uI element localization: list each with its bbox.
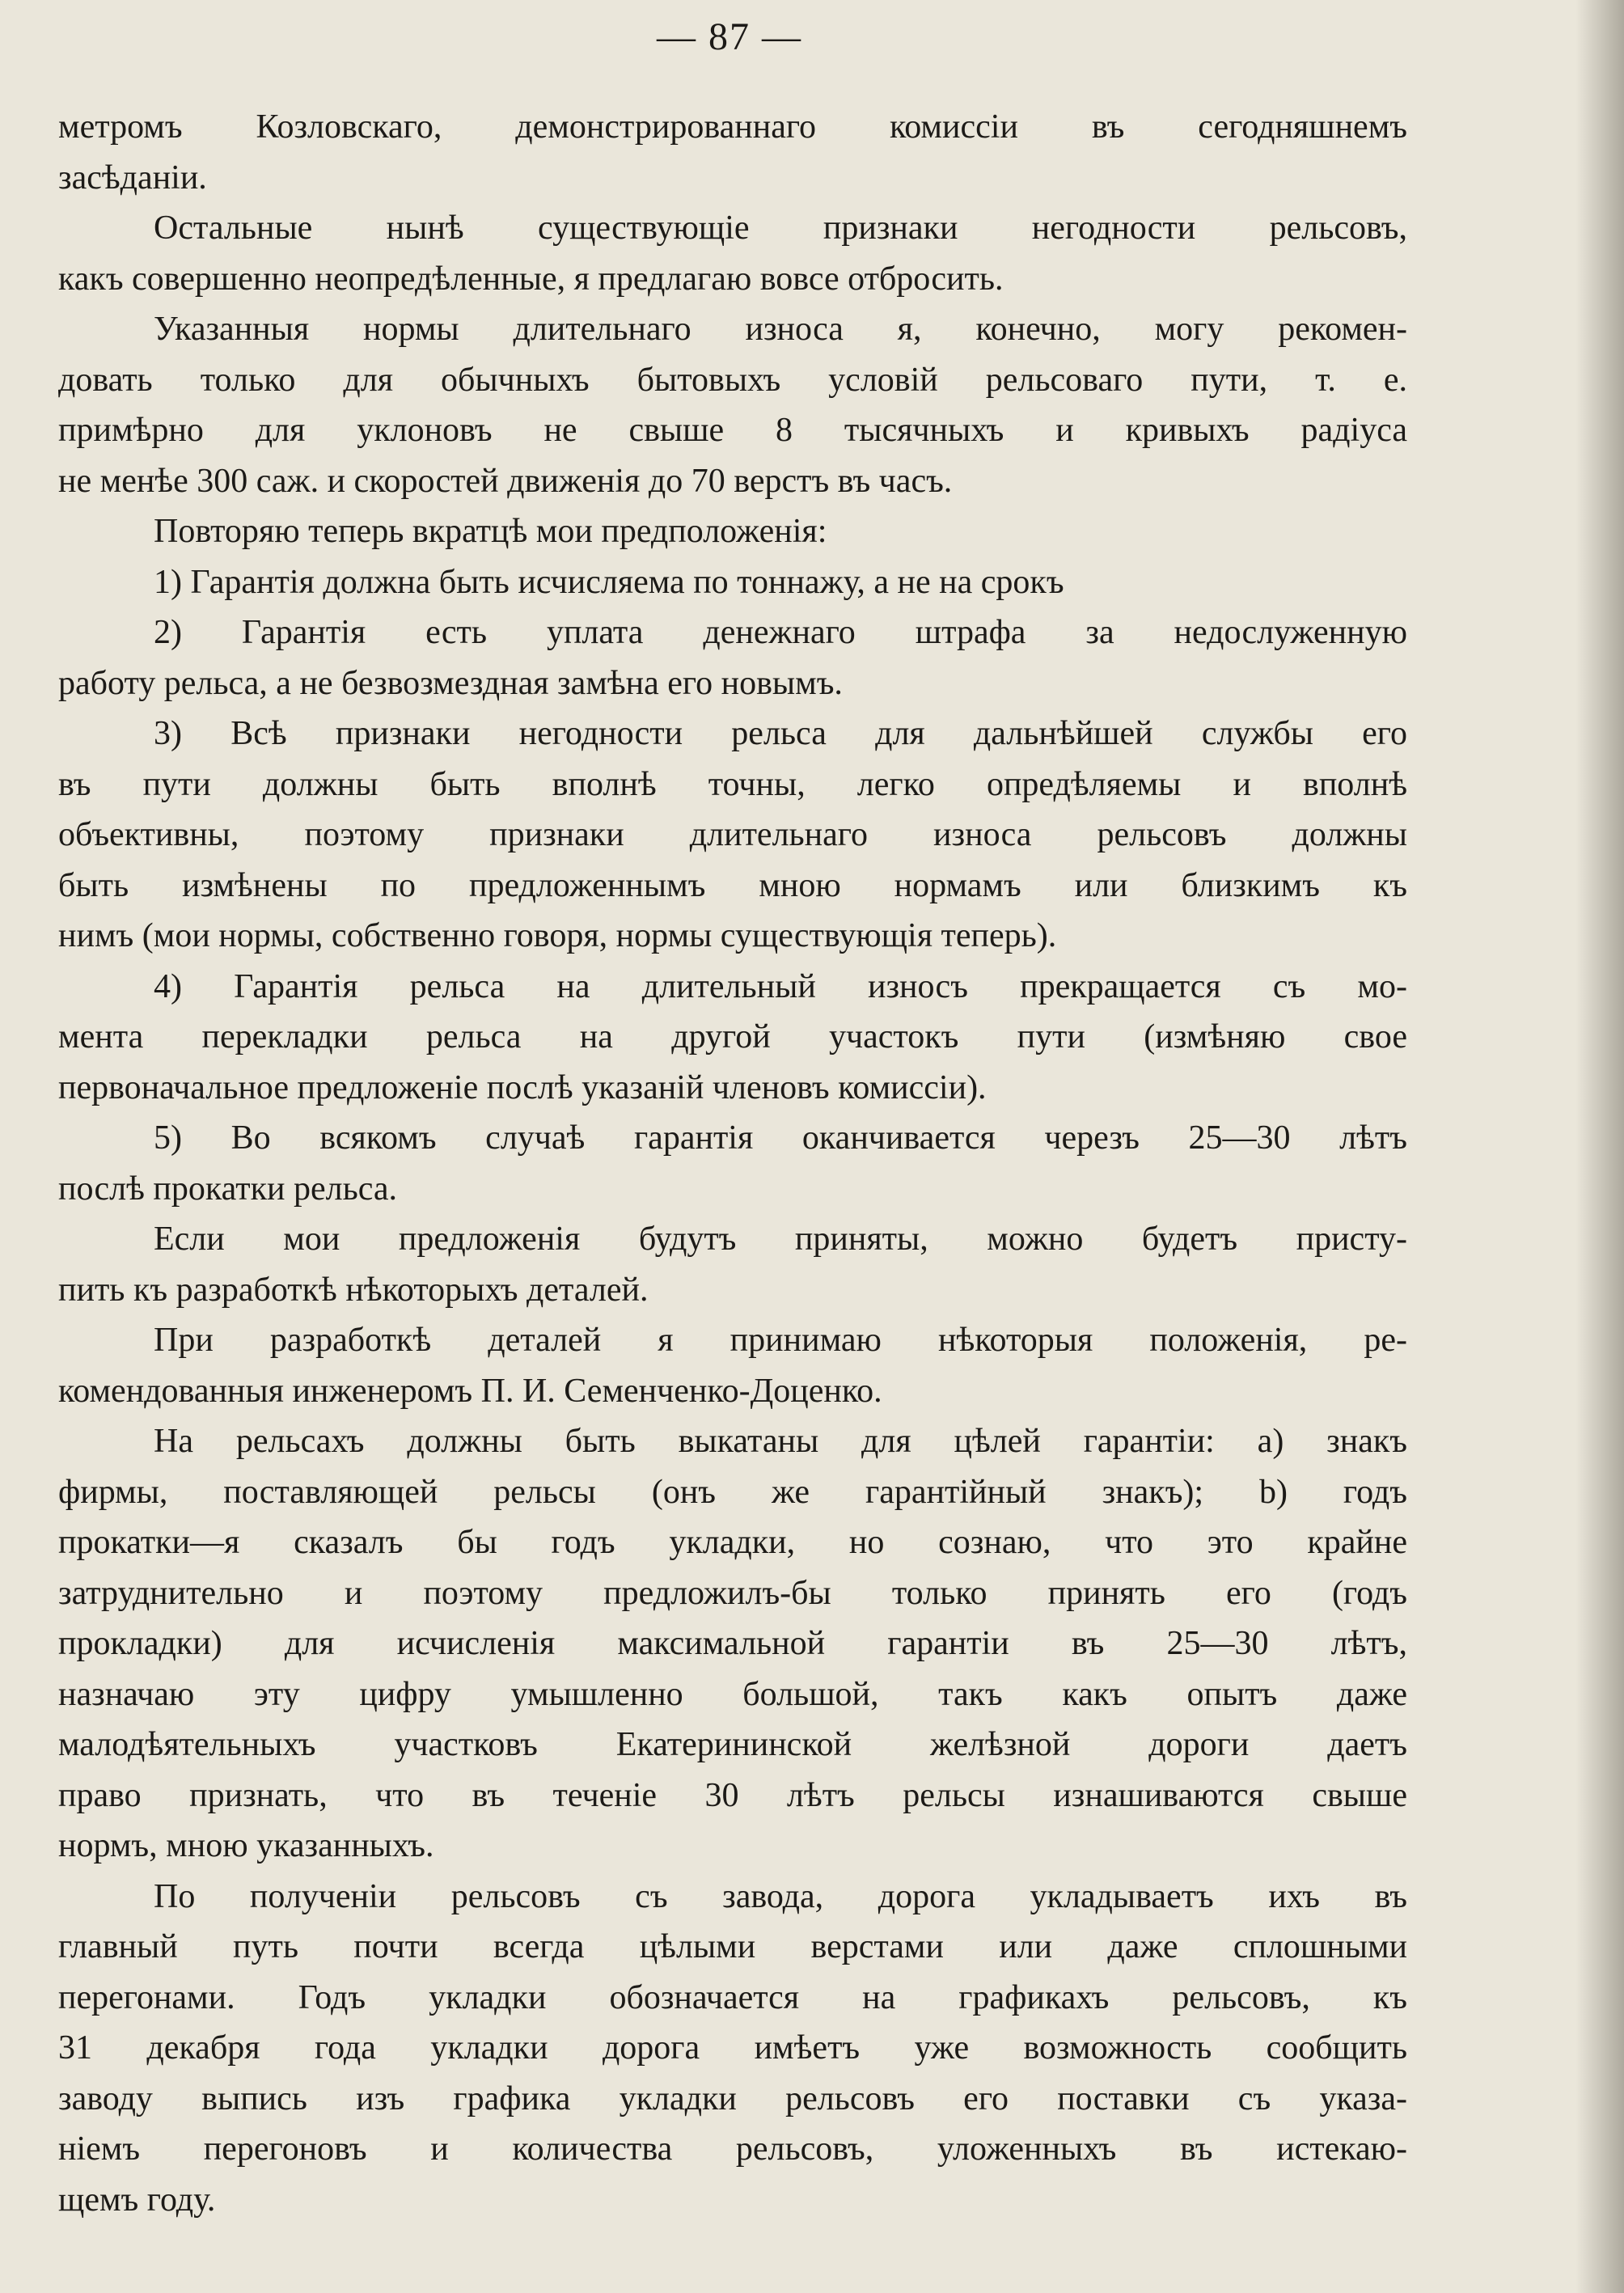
paragraph [58,709,1407,962]
text-line: малодѣятельныхъ участковъ Екатерининской желѣзной дороги даетъ [58,1726,1407,1763]
text-line: не менѣе 300 саж. и скоростей движенія до 70 верстъ въ часъ. [58,462,953,500]
text-line: Если мои предложенія будутъ приняты, можно будетъ присту- [154,1221,1407,1258]
text-line: комендованныя инженеромъ П. И. Семенченко-Доценко. [58,1372,882,1410]
text-line: право признать, что въ теченіе 30 лѣтъ рельсы изнашиваются свыше [58,1776,1407,1814]
text-line: нимъ (мои нормы, собственно говоря, нормы существующія теперь). [58,917,1057,954]
text-line: какъ совершенно неопредѣленные, я предлагаю вовсе отбросить. [58,260,1004,298]
text-line: Повторяю теперь вкратцѣ мои предположенія: [154,513,827,550]
text-line: довать только для обычныхъ бытовыхъ условій рельсоваго пути, т. е. [58,361,1407,399]
text-line: прокатки—я сказалъ бы годъ укладки, но сознаю, что это крайне [58,1524,1407,1561]
text-line: послѣ прокатки рельса. [58,1170,398,1208]
text-line: работу рельса, а не безвозмездная замѣна его новымъ. [58,664,843,702]
text-line: Указанныя нормы длительнаго износа я, конечно, могу рекомен- [154,311,1407,348]
text-line: мента перекладки рельса на другой участокъ пути (измѣняю свое [58,1018,1407,1056]
text-line: 4) Гарантія рельса на длительный износъ прекращается съ мо- [154,967,1407,1005]
text-line: Остальные нынѣ существующіе признаки негодности рельсовъ, [154,209,1407,247]
text-line: затруднительно и поэтому предложилъ-бы только принять его (годъ [58,1574,1407,1612]
text-line: фирмы, поставляющей рельсы (онъ же гарантійный знакъ); b) годъ [58,1473,1407,1511]
text-line: 5) Во всякомъ случаѣ гарантія оканчивается черезъ 25—30 лѣтъ [154,1119,1407,1157]
paragraph [58,557,1407,608]
paragraph [58,1416,1407,1872]
paragraph [58,1315,1407,1416]
text-line: нормъ, мною указанныхъ. [58,1827,434,1864]
text-line: пить къ разработкѣ нѣкоторыхъ деталей. [58,1271,649,1309]
text-line: прокладки) для исчисленія максимальной гарантіи въ 25—30 лѣтъ, [58,1625,1407,1662]
paragraph [58,506,1407,557]
paragraph [58,304,1407,506]
paragraph [58,1214,1407,1315]
text-line: При разработкѣ деталей я принимаю нѣкоторыя положенія, ре- [154,1322,1407,1359]
text-line: главный путь почти всегда цѣлыми верстами или даже сплошными [58,1928,1407,1965]
text-line: быть измѣнены по предложеннымъ мною нормамъ или близкимъ къ [58,866,1407,904]
paragraph [58,607,1407,709]
text-line: 2) Гарантія есть уплата денежнаго штрафа за недослуженную [154,614,1407,651]
paragraph [58,1872,1407,2226]
page-body [58,102,1407,2225]
text-line: щемъ году. [58,2181,216,2219]
text-line: На рельсахъ должны быть выкатаны для цѣлей гарантіи: а) знакъ [154,1423,1407,1460]
text-line: примѣрно для уклоновъ не свыше 8 тысячныхъ и кривыхъ радіуса [58,412,1407,449]
paragraph [58,1113,1407,1214]
text-line: По полученіи рельсовъ съ завода, дорога укладываетъ ихъ въ [154,1877,1407,1915]
text-line: заводу выпись изъ графика укладки рельсовъ его поставки съ указа- [58,2079,1407,2117]
text-line: первоначальное предложеніе послѣ указаній членовъ комиссіи). [58,1068,987,1106]
text-line: перегонами. Годъ укладки обозначается на графикахъ рельсовъ, къ [58,1978,1407,2016]
text-line: метромъ Козловскаго, демонстрированнаго комиссіи въ сегодняшнемъ [58,108,1407,146]
page-edge-shadow [1575,0,1624,2293]
text-line: засѣданіи. [58,159,207,197]
paragraph [58,203,1407,304]
text-line: 1) Гарантія должна быть исчисляема по тоннажу, а не на срокъ [154,563,1064,601]
text-line: назначаю эту цифру умышленно большой, такъ какъ опытъ даже [58,1675,1407,1713]
page-number: — 87 — [657,15,802,58]
text-line: ніемъ перегоновъ и количества рельсовъ, уложенныхъ въ истекаю- [58,2130,1407,2168]
text-line: 31 декабря года укладки дорога имѣетъ уже возможность сообщить [58,2029,1407,2067]
text-line: 3) Всѣ признаки негодности рельса для дальнѣйшей службы его [154,715,1407,752]
text-line: въ пути должны быть вполнѣ точны, легко опредѣляемы и вполнѣ [58,765,1407,803]
text-line: объективны, поэтому признаки длительнаго износа рельсовъ должны [58,816,1407,853]
paragraph [58,102,1407,203]
paragraph [58,962,1407,1114]
